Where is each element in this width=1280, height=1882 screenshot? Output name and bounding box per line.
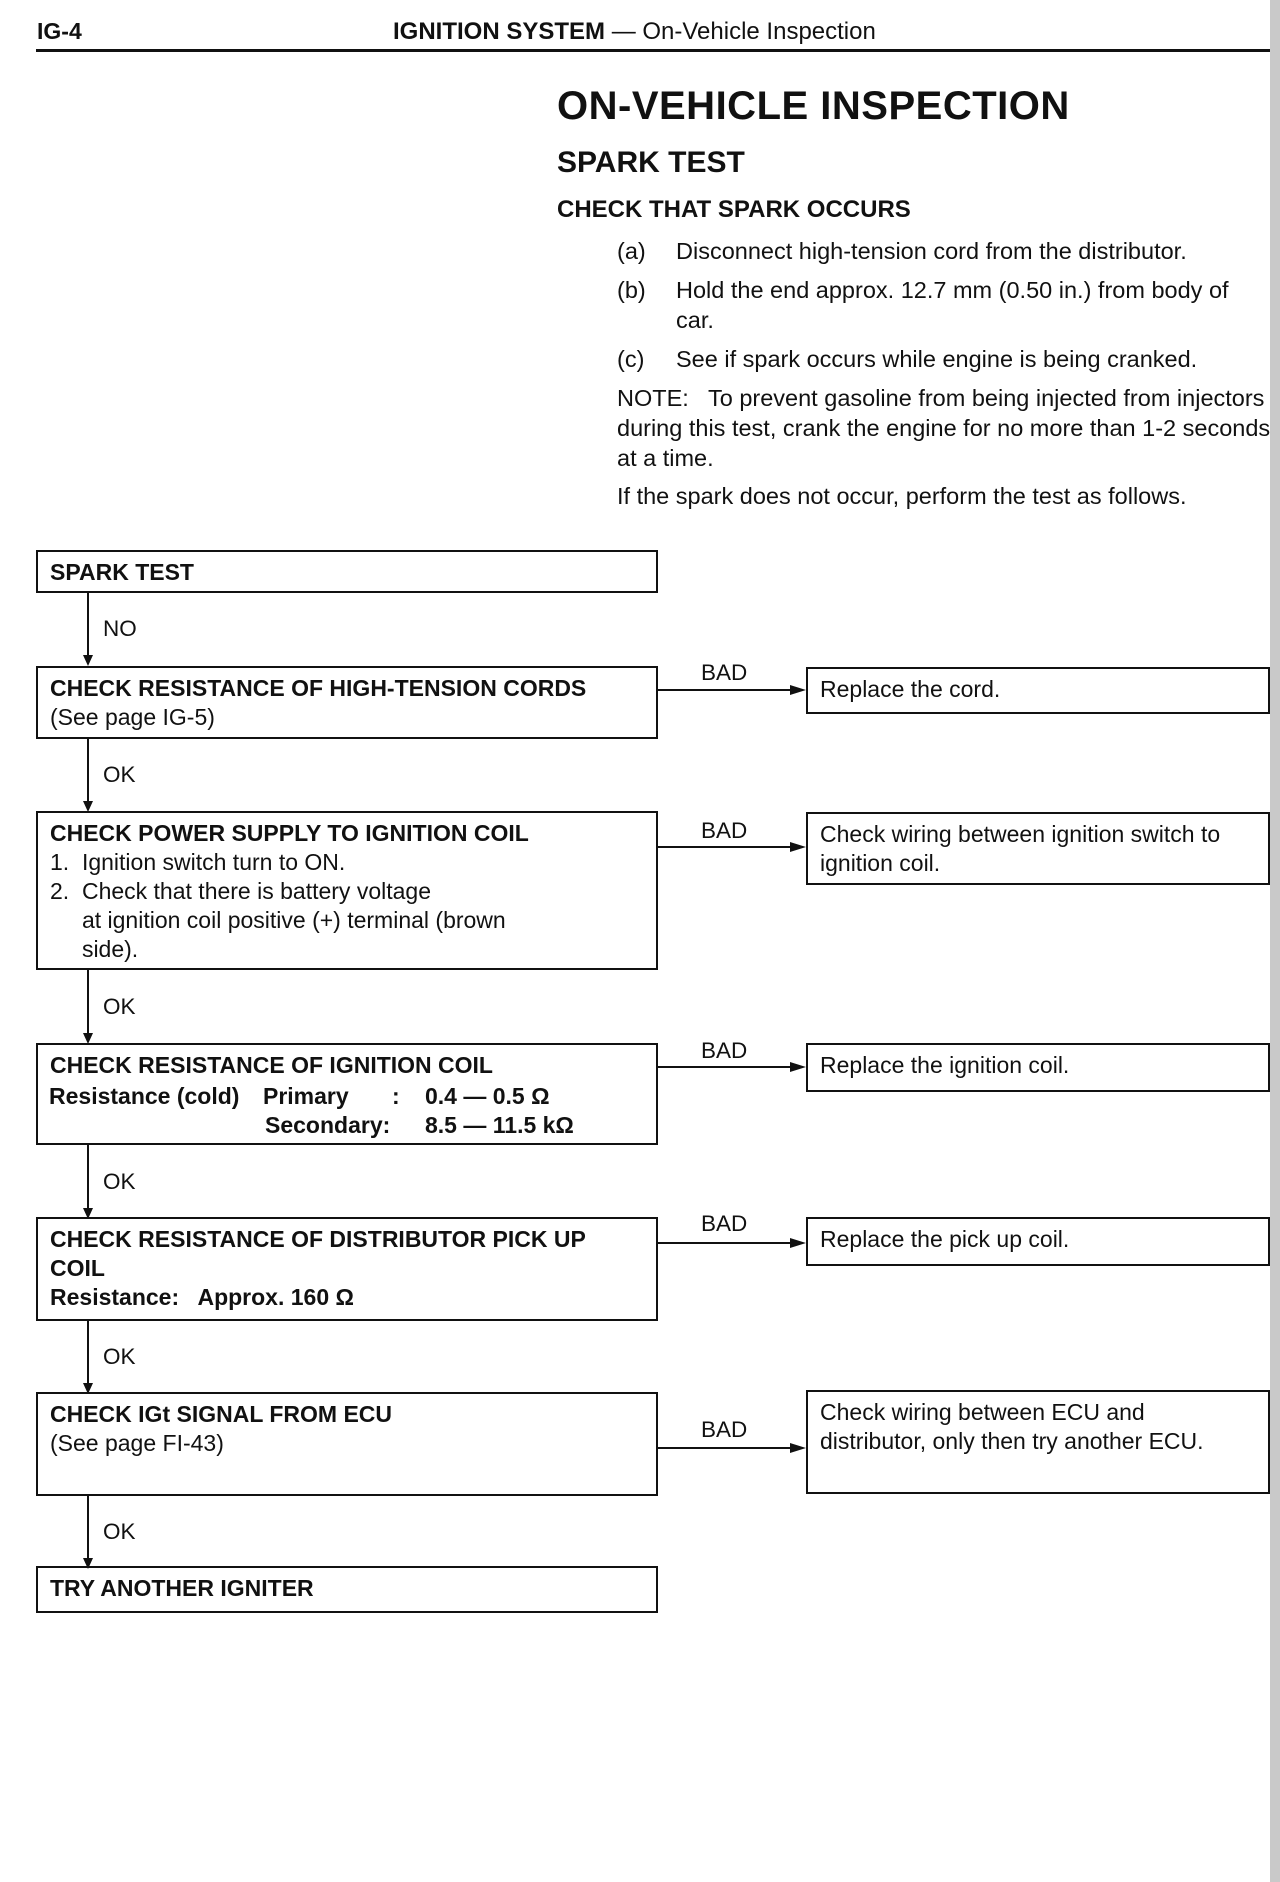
step-a: [617, 236, 1280, 266]
flow-connector: [87, 593, 89, 664]
bad-connector: [658, 689, 790, 691]
resistance-value: Approx. 160 Ω: [197, 1284, 354, 1310]
section-title: IGNITION SYSTEM: [393, 18, 606, 45]
flow-check-power: [36, 811, 658, 970]
arrow-right: [790, 1238, 806, 1248]
primary-value: 0.4 — 0.5 Ω: [425, 1083, 550, 1109]
resistance-line: [50, 1283, 644, 1312]
subsection-title: On-Vehicle Inspection: [642, 18, 876, 45]
edge-label-bad: BAD: [701, 1417, 748, 1442]
edge-label-bad: BAD: [701, 1038, 748, 1063]
followup-text: If the spark does not occur, perform the test as follows.: [617, 483, 1187, 509]
step-c: [617, 344, 1280, 374]
bad-connector: [658, 1066, 790, 1068]
header-rule: [36, 49, 1270, 52]
note-text: To prevent gasoline from being injected from injectors during this test, crank the engine for no more than 1-2 seconds at a time.: [617, 385, 1271, 471]
edge-label-ok: OK: [103, 1344, 136, 1369]
secondary-label: Secondary:: [265, 1112, 391, 1138]
check-title: CHECK POWER SUPPLY TO IGNITION COIL: [50, 820, 529, 846]
arrow-right: [790, 1443, 806, 1453]
flow-connector: [87, 1145, 89, 1217]
check-title: CHECK RESISTANCE OF IGNITION COIL: [50, 1052, 493, 1078]
note-label: NOTE:: [617, 385, 689, 411]
header-separator: —: [611, 18, 636, 45]
action-text: Replace the cord.: [820, 676, 1001, 702]
running-header: [393, 18, 876, 46]
edge-label-ok: OK: [103, 1169, 136, 1194]
arrow-down: [83, 655, 93, 666]
edge-label-bad: BAD: [701, 818, 748, 843]
flow-end-box: [36, 1566, 658, 1613]
check-title: CHECK RESISTANCE OF HIGH-TENSION CORDS: [50, 675, 587, 701]
section-subtitle: SPARK TEST: [557, 146, 745, 179]
note: [617, 383, 1277, 473]
flow-start-title: SPARK TEST: [50, 559, 194, 585]
check-title: CHECK RESISTANCE OF DISTRIBUTOR PICK UP COIL: [50, 1226, 586, 1281]
flow-check-cords: [36, 666, 658, 739]
edge-label-no: NO: [103, 616, 137, 641]
action-text: Replace the ignition coil.: [820, 1052, 1070, 1078]
bad-connector: [658, 846, 790, 848]
step-b: [617, 275, 1280, 335]
step-label: (b): [617, 277, 646, 303]
flow-connector: [87, 739, 89, 810]
action-box: [806, 1390, 1270, 1494]
action-text: Check wiring between ignition switch to ignition coil.: [820, 821, 1221, 876]
flow-check-pickup-coil: [36, 1217, 658, 1321]
check-heading: CHECK THAT SPARK OCCURS: [557, 196, 911, 223]
edge-label-bad: BAD: [701, 1211, 748, 1236]
resistance-label: Resistance:: [50, 1284, 180, 1310]
step-text: See if spark occurs while engine is being cranked.: [676, 346, 1198, 372]
flow-end-title: TRY ANOTHER IGNITER: [50, 1575, 314, 1601]
edge-label-ok: OK: [103, 1519, 136, 1544]
step-text: Disconnect high-tension cord from the distributor.: [676, 238, 1187, 264]
check-step: 2. Check that there is battery voltage: [50, 878, 431, 904]
bad-connector: [658, 1447, 790, 1449]
arrow-right: [790, 685, 806, 695]
action-box: [806, 667, 1270, 714]
check-title: CHECK IGt SIGNAL FROM ECU: [50, 1401, 393, 1427]
check-step: at ignition coil positive (+) terminal (brown: [50, 907, 506, 933]
action-box: [806, 812, 1270, 885]
step-text: Hold the end approx. 12.7 mm (0.50 in.) from body of car.: [676, 277, 1229, 333]
edge-label-ok: OK: [103, 762, 136, 787]
flow-start-box: [36, 550, 658, 593]
flow-connector: [87, 1321, 89, 1392]
resistance-label: Resistance (cold): [49, 1083, 240, 1109]
arrow-right: [790, 1062, 806, 1072]
flow-connector: [87, 1496, 89, 1567]
secondary-value: 8.5 — 11.5 kΩ: [425, 1112, 574, 1138]
check-reference: (See page IG-5): [50, 704, 215, 730]
check-step: side).: [50, 936, 139, 962]
edge-label-bad: BAD: [701, 660, 748, 685]
action-box: [806, 1043, 1270, 1092]
action-text: Replace the pick up coil.: [820, 1226, 1070, 1252]
check-step: 1. Ignition switch turn to ON.: [50, 849, 346, 875]
step-label: (c): [617, 346, 645, 372]
page-title: ON-VEHICLE INSPECTION: [557, 84, 1070, 128]
page-id: IG-4: [37, 18, 82, 44]
arrow-right: [790, 842, 806, 852]
primary-label: Primary: [263, 1083, 349, 1109]
flow-connector: [87, 970, 89, 1042]
check-reference: (See page FI-43): [50, 1430, 224, 1456]
action-text: Check wiring between ECU and distributor, only then try another ECU.: [820, 1399, 1204, 1454]
primary-separator: :: [392, 1083, 400, 1109]
edge-label-ok: OK: [103, 994, 136, 1019]
step-label: (a): [617, 238, 646, 264]
action-box: [806, 1217, 1270, 1266]
flow-check-igt-signal: [36, 1392, 658, 1496]
bad-connector: [658, 1242, 790, 1244]
